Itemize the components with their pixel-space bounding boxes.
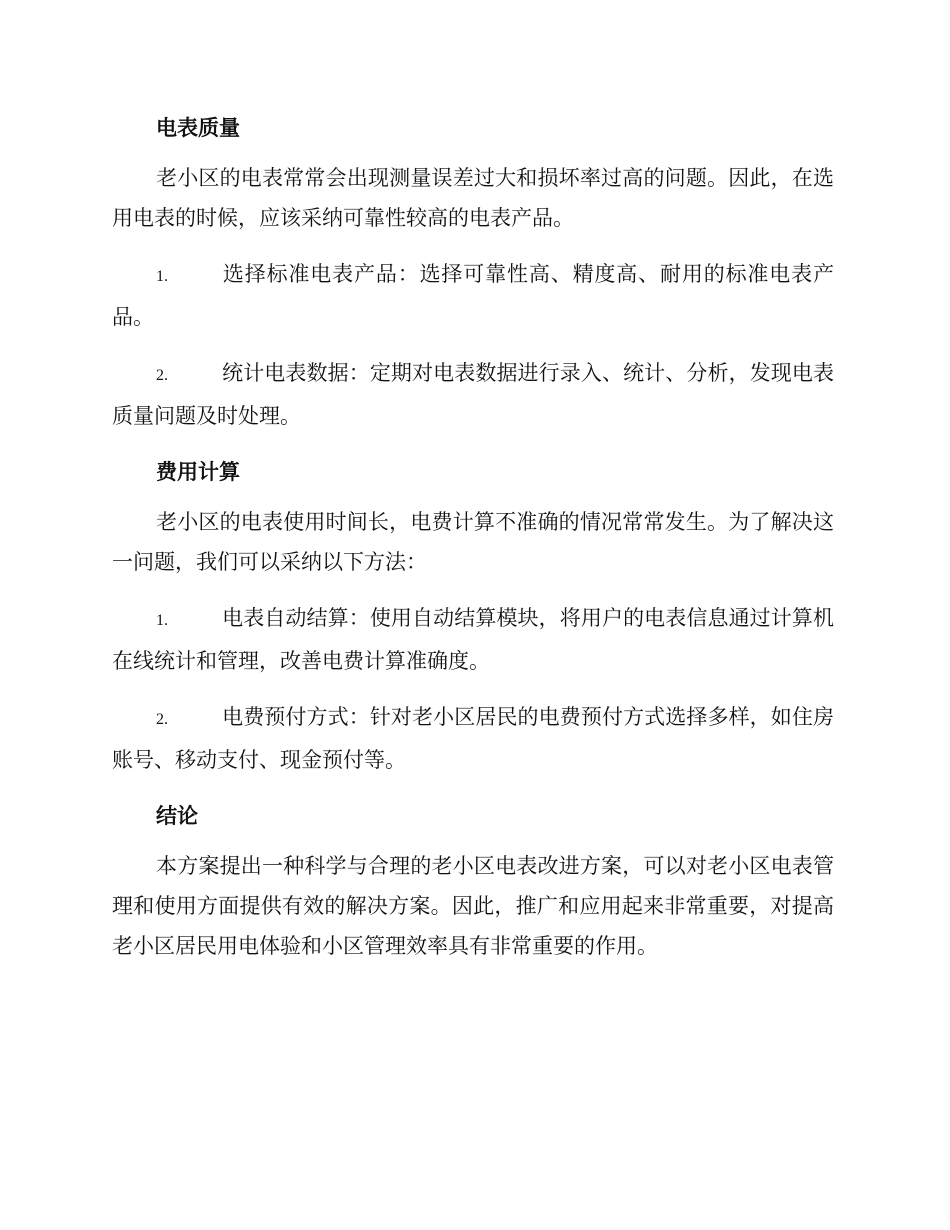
- list-item-text: 电表自动结算：使用自动结算模块，将用户的电表信息通过计算机在线统计和管理，改善电费计算准确度。: [112, 606, 834, 673]
- section-heading-meter-quality: 电表质量: [156, 116, 240, 140]
- list-number: 1.: [156, 612, 168, 629]
- document-body: [112, 108, 834, 982]
- section-heading-fee-calculation: 费用计算: [156, 460, 240, 484]
- list-item: [112, 353, 834, 436]
- list-item-text: 电费预付方式：针对老小区居民的电费预付方式选择多样，如住房账号、移动支付、现金预付等。: [112, 705, 834, 772]
- section-heading-conclusion: 结论: [156, 804, 198, 828]
- list-number: 2.: [156, 367, 168, 384]
- list-number: 2.: [156, 711, 168, 728]
- list-item-text: 统计电表数据：定期对电表数据进行录入、统计、分析，发现电表质量问题及时处理。: [112, 361, 834, 428]
- section-paragraph: 老小区的电表使用时间长，电费计算不准确的情况常常发生。为了解决这一问题，我们可以采纳以下方法：: [112, 510, 834, 574]
- list-item-text: 选择标准电表产品：选择可靠性高、精度高、耐用的标准电表产品。: [112, 262, 834, 329]
- list-item: [112, 697, 834, 780]
- list-item: [112, 254, 834, 337]
- list-item: [112, 598, 834, 681]
- section-paragraph: 老小区的电表常常会出现测量误差过大和损坏率过高的问题。因此，在选用电表的时候，应该采纳可靠性较高的电表产品。: [112, 166, 834, 230]
- section-paragraph: 本方案提出一种科学与合理的老小区电表改进方案，可以对老小区电表管理和使用方面提供有效的解决方案。因此，推广和应用起来非常重要，对提高老小区居民用电体验和小区管理效率具有非常重要的作用。: [112, 854, 834, 958]
- list-number: 1.: [156, 268, 168, 285]
